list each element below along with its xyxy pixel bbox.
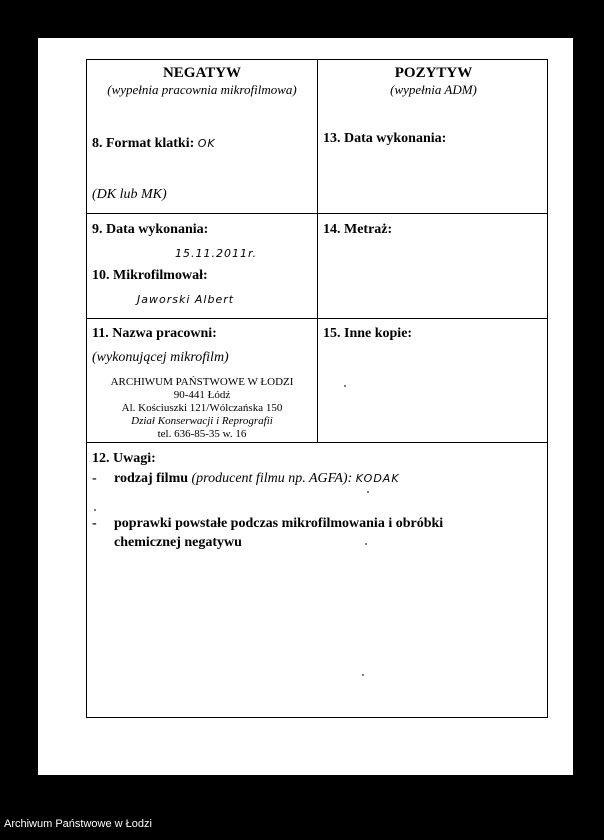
speck <box>362 674 364 676</box>
field-15-label: 15. Inne kopie: <box>323 326 413 341</box>
field-11-hint: (wykonującej mikrofilm) <box>92 350 229 365</box>
pozytyw-header <box>318 65 549 98</box>
field-10-label: 10. Mikrofilmował: <box>92 268 208 283</box>
column-divider <box>317 60 318 442</box>
stamp-line-2: 90-441 Łódź <box>173 389 231 401</box>
document-page <box>38 38 573 775</box>
field-14-label: 14. Metraż: <box>323 222 393 237</box>
footer-label: Archiwum Państwowe w Łodzi <box>4 818 152 830</box>
speck <box>365 543 367 545</box>
bullet-1-value: KODAK <box>355 472 400 485</box>
negatyw-subtitle: (wypełnia pracownia mikrofilmowa) <box>107 82 297 97</box>
bullet-dash: - <box>92 516 97 531</box>
bullet-dash: - <box>92 471 97 486</box>
speck <box>344 385 346 387</box>
field-8-value: OK <box>197 137 216 150</box>
stamp-line-4: Dział Konserwacji i Reprografii <box>131 415 273 427</box>
bullet-2-text: poprawki powstałe podczas mikrofilmowania i obróbki <box>114 516 444 531</box>
row-divider <box>87 442 547 443</box>
field-12-bullet-1 <box>92 471 400 487</box>
field-8-hint: (DK lub MK) <box>92 187 167 202</box>
field-9-value: 15.11.2011r. <box>175 247 257 260</box>
speck <box>367 491 369 493</box>
field-8-label: 8. Format klatki: <box>92 136 195 151</box>
pozytyw-subtitle: (wypełnia ADM) <box>390 82 477 97</box>
field-12-bullet-2 <box>92 516 532 532</box>
field-12-bullet-2-cont: chemicznej negatywu <box>114 535 242 550</box>
speck <box>94 509 96 511</box>
form-table <box>86 59 548 718</box>
stamp-line-5: tel. 636-85-35 w. 16 <box>157 428 247 440</box>
field-9-label: 9. Data wykonania: <box>92 222 209 237</box>
negatyw-title: NEGATYW <box>162 65 242 81</box>
field-10-value: Jaworski Albert <box>137 293 235 306</box>
stamp-line-3: Al. Kościuszki 121/Wólczańska 150 <box>121 402 283 414</box>
archive-stamp <box>87 376 317 441</box>
pozytyw-title: POZYTYW <box>394 65 473 81</box>
bullet-1-bold: rodzaj filmu <box>114 471 189 486</box>
bullet-1-italic: (producent filmu np. AGFA): <box>191 471 353 486</box>
field-8 <box>92 136 216 152</box>
field-13-label: 13. Data wykonania: <box>323 131 447 146</box>
stamp-line-1: ARCHIWUM PAŃSTWOWE W ŁODZI <box>110 376 294 388</box>
field-11-label: 11. Nazwa pracowni: <box>92 326 217 341</box>
row-divider <box>87 213 547 214</box>
field-12-label: 12. Uwagi: <box>92 451 156 466</box>
row-divider <box>87 318 547 319</box>
negatyw-header <box>87 65 317 98</box>
